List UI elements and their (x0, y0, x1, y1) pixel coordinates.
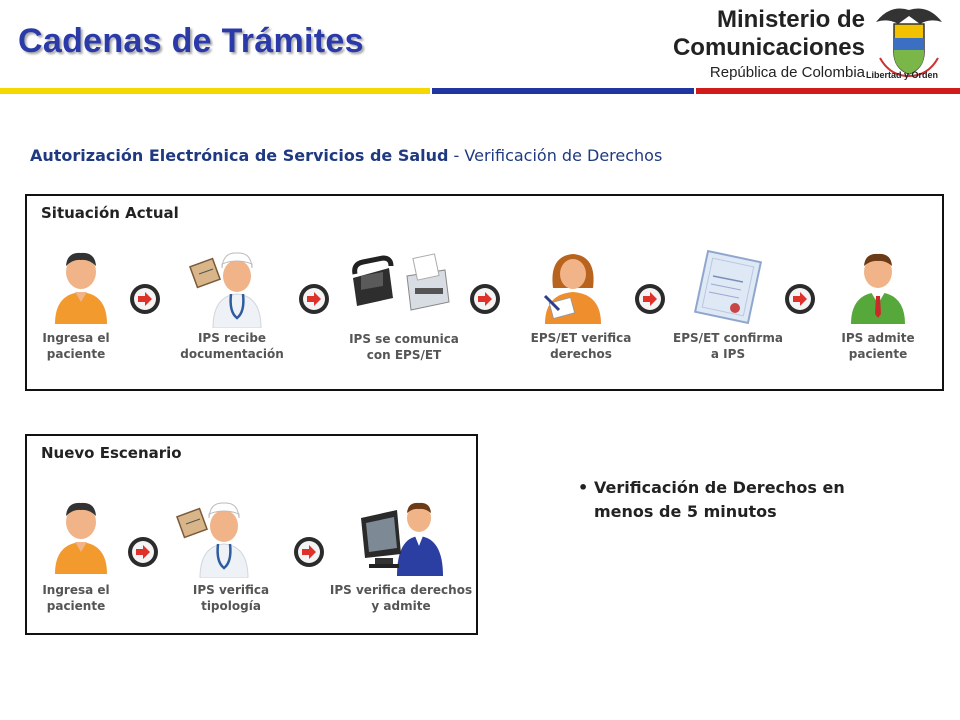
arrow-right-icon (293, 536, 325, 568)
ministry-name (673, 6, 865, 84)
patient-icon (49, 248, 113, 324)
panel-title: Nuevo Escenario (41, 444, 182, 462)
step-label: EPS/ET verifica derechos (530, 331, 632, 361)
step-label: IPS se comunica con EPS/ET (349, 332, 459, 362)
flag-stripe-red (696, 88, 960, 94)
step-label: IPS admite paciente (841, 331, 915, 361)
arrow-right-icon (469, 283, 501, 315)
step-label: IPS verifica derechos y admite (329, 583, 473, 613)
computer-user-icon (357, 496, 447, 576)
ministry-line-3: República de Colombia (709, 64, 865, 81)
subtitle-bold: Autorización Electrónica de Servicios de Salud (30, 146, 449, 165)
step-label: IPS recibe documentación (180, 331, 284, 361)
arrow-right-icon (634, 283, 666, 315)
arrow-right-icon (129, 283, 161, 315)
nurse-clipboard-icon (185, 244, 275, 328)
subtitle-rest: - Verificación de Derechos (448, 146, 663, 165)
nurse-clipboard-icon (172, 494, 262, 578)
businessman-icon (845, 248, 911, 324)
arrow-right-icon (127, 536, 159, 568)
woman-writing-icon (537, 248, 609, 324)
arrow-right-icon (784, 283, 816, 315)
bullet-dot-icon: • (578, 478, 589, 497)
arrow-right-icon (298, 283, 330, 315)
step-label: EPS/ET confirma a IPS (673, 331, 783, 361)
crest-motto: Libertad y Orden (865, 70, 938, 80)
bullet-point (578, 476, 908, 524)
new-scenario-panel (25, 434, 478, 635)
ministry-line-1: Ministerio de (716, 6, 865, 33)
patient-icon (49, 498, 113, 574)
step-label: Ingresa el paciente (42, 331, 110, 361)
current-situation-panel (25, 194, 944, 391)
flag-stripe-yellow (0, 88, 430, 94)
panel-title: Situación Actual (41, 204, 179, 222)
page-title: Cadenas de Trámites (18, 22, 364, 60)
step-label: IPS verifica tipología (192, 583, 270, 613)
slide-subtitle (30, 146, 662, 165)
ministry-line-2: Comunicaciones (672, 34, 865, 61)
step-label: Ingresa el paciente (42, 583, 110, 613)
bullet-text: Verificación de Derechos en menos de 5 minutos (594, 478, 845, 521)
certificate-icon (687, 250, 771, 324)
flag-stripe-blue (432, 88, 694, 94)
fax-machine-icon (349, 252, 453, 320)
